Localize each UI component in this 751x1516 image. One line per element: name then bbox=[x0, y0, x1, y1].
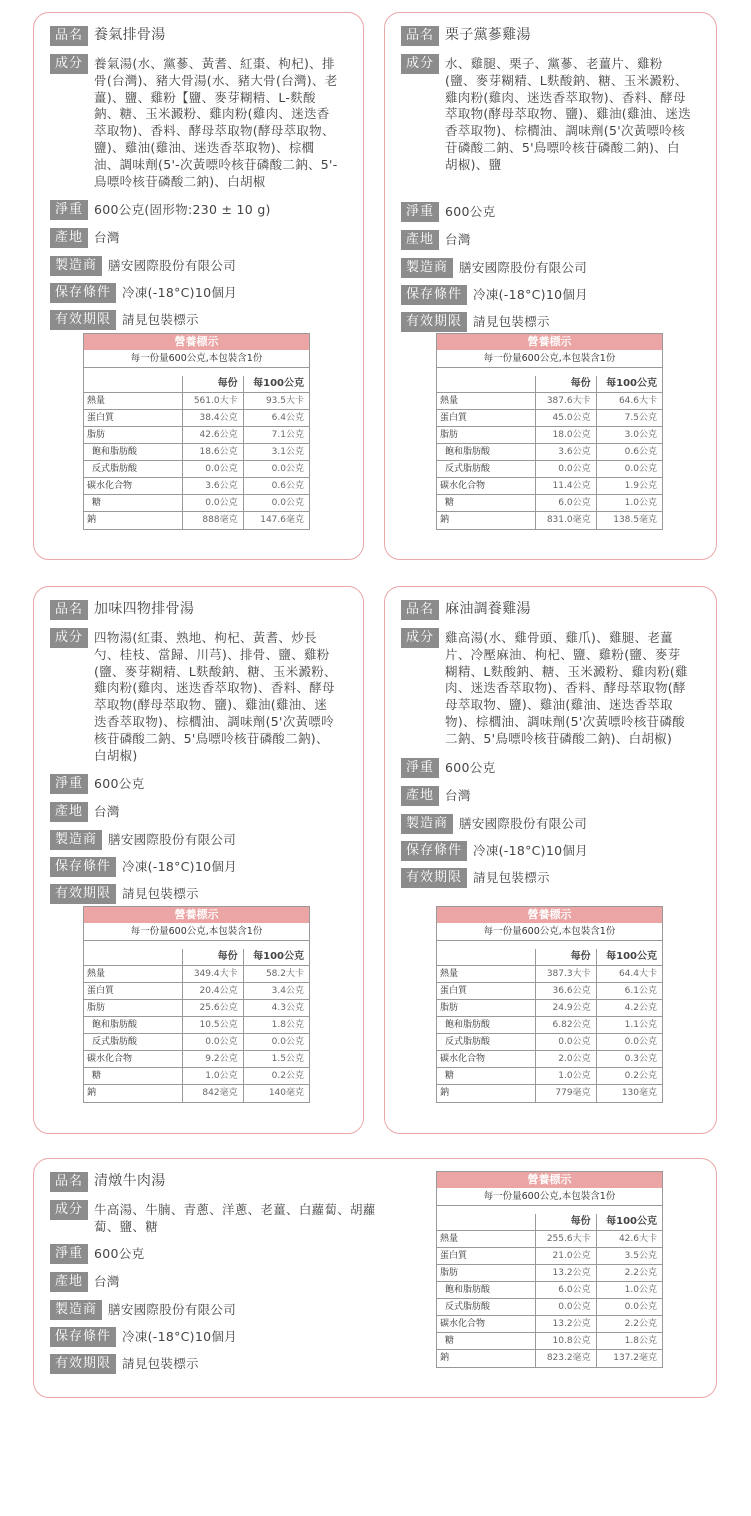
nutrition-header-per-100: 每100公克 bbox=[606, 1216, 657, 1227]
label-weight: 淨重 bbox=[50, 774, 88, 794]
label-ingredients: 成分 bbox=[50, 54, 88, 74]
nutrition-per-100: 64.4大卡 bbox=[618, 969, 657, 979]
nutrition-per-serving: 255.6大卡 bbox=[536, 1231, 596, 1247]
product-maker: 膳安國際股份有限公司 bbox=[108, 258, 237, 274]
label-storage: 保存條件 bbox=[50, 1327, 116, 1347]
product-origin: 台灣 bbox=[94, 230, 120, 246]
nutrition-header-per-serving: 每份 bbox=[536, 949, 596, 965]
nutrition-header-blank bbox=[84, 376, 183, 392]
nutrition-per-100: 4.3公克 bbox=[271, 1003, 304, 1013]
nutrition-nutrient: 反式脂肪酸 bbox=[437, 1034, 536, 1050]
nutrition-row bbox=[437, 1265, 662, 1282]
nutrition-row bbox=[437, 1051, 662, 1068]
nutrition-per-serving: 13.2公克 bbox=[536, 1265, 596, 1281]
nutrition-per-serving: 18.6公克 bbox=[183, 444, 243, 460]
label-ingredients: 成分 bbox=[50, 1200, 88, 1220]
nutrition-row bbox=[84, 1051, 309, 1068]
nutrition-per-100: 0.0公克 bbox=[624, 1037, 657, 1047]
nutrition-header-blank bbox=[437, 949, 536, 965]
nutrition-per-100: 0.0公克 bbox=[271, 464, 304, 474]
nutrition-per-serving: 349.4大卡 bbox=[183, 966, 243, 982]
nutrition-header-per-serving: 每份 bbox=[183, 949, 243, 965]
nutrition-row bbox=[437, 393, 662, 410]
nutrition-table bbox=[83, 906, 310, 1103]
nutrition-nutrient: 反式脂肪酸 bbox=[437, 461, 536, 477]
nutrition-title: 營養標示 bbox=[437, 334, 662, 350]
label-name: 品名 bbox=[50, 600, 88, 620]
label-ingredients: 成分 bbox=[401, 54, 439, 74]
nutrition-header-row bbox=[84, 376, 309, 393]
nutrition-nutrient: 飽和脂肪酸 bbox=[437, 1017, 536, 1033]
nutrition-row bbox=[84, 983, 309, 1000]
nutrition-per-100: 0.0公克 bbox=[271, 1037, 304, 1047]
nutrition-row bbox=[84, 1034, 309, 1051]
nutrition-per-100: 1.8公克 bbox=[624, 1336, 657, 1346]
nutrition-row bbox=[437, 1000, 662, 1017]
nutrition-nutrient: 蛋白質 bbox=[437, 1248, 536, 1264]
nutrition-per-serving: 1.0公克 bbox=[536, 1068, 596, 1084]
nutrition-per-serving: 0.0公克 bbox=[536, 1299, 596, 1315]
nutrition-per-serving: 45.0公克 bbox=[536, 410, 596, 426]
nutrition-per-serving: 387.6大卡 bbox=[536, 393, 596, 409]
nutrition-nutrient: 鈉 bbox=[84, 1085, 183, 1102]
nutrition-per-serving: 20.4公克 bbox=[183, 983, 243, 999]
label-expiry: 有效期限 bbox=[50, 310, 116, 330]
nutrition-header-per-serving: 每份 bbox=[536, 1214, 596, 1230]
nutrition-nutrient: 碳水化合物 bbox=[84, 478, 183, 494]
nutrition-nutrient: 熱量 bbox=[437, 966, 536, 982]
nutrition-per-100: 2.2公克 bbox=[624, 1268, 657, 1278]
label-storage: 保存條件 bbox=[401, 285, 467, 305]
nutrition-nutrient: 糖 bbox=[437, 1333, 536, 1349]
nutrition-row bbox=[84, 966, 309, 983]
nutrition-per-100: 1.0公克 bbox=[624, 498, 657, 508]
nutrition-row bbox=[84, 1068, 309, 1085]
label-expiry: 有效期限 bbox=[401, 868, 467, 888]
nutrition-row bbox=[437, 1068, 662, 1085]
nutrition-per-100: 0.6公克 bbox=[624, 447, 657, 457]
product-ingredients: 四物湯(紅棗、熟地、枸杞、黃耆、炒長勺、桂枝、當歸、川芎)、排骨、鹽、雞粉(鹽、麥芽糊精、L麩酸鈉、糖、玉米澱粉、雞肉粉(雞肉、迷迭香萃取物)、香料、酵母萃取物(酵母萃取物、鹽)、雞油(雞油、迷迭香萃取物)、棕櫚油、調味劑(5'次黃嘌呤核苷磷酸二鈉、5'鳥嘌呤核苷磷酸二鈉)、白胡椒) bbox=[94, 630, 337, 763]
nutrition-row bbox=[437, 1248, 662, 1265]
product-origin: 台灣 bbox=[94, 804, 120, 820]
nutrition-row bbox=[84, 478, 309, 495]
nutrition-per-100: 0.3公克 bbox=[624, 1054, 657, 1064]
nutrition-per-100: 0.0公克 bbox=[624, 1302, 657, 1312]
nutrition-nutrient: 飽和脂肪酸 bbox=[84, 1017, 183, 1033]
nutrition-per-100: 1.5公克 bbox=[271, 1054, 304, 1064]
product-name: 清燉牛肉湯 bbox=[94, 1173, 166, 1189]
product-fields bbox=[50, 600, 350, 904]
label-weight: 淨重 bbox=[50, 200, 88, 220]
nutrition-per-serving: 6.0公克 bbox=[536, 495, 596, 511]
nutrition-per-serving: 18.0公克 bbox=[536, 427, 596, 443]
nutrition-table bbox=[436, 1171, 663, 1368]
nutrition-table bbox=[83, 333, 310, 530]
label-maker: 製造商 bbox=[50, 256, 102, 276]
product-maker: 膳安國際股份有限公司 bbox=[459, 815, 588, 831]
product-weight: 600公克 bbox=[445, 203, 496, 219]
nutrition-per-100: 7.1公克 bbox=[271, 430, 304, 440]
nutrition-per-100: 3.0公克 bbox=[624, 430, 657, 440]
label-expiry: 有效期限 bbox=[50, 1354, 116, 1374]
nutrition-row bbox=[84, 1000, 309, 1017]
nutrition-per-serving: 831.0毫克 bbox=[536, 512, 596, 529]
nutrition-header-per-serving: 每份 bbox=[536, 376, 596, 392]
nutrition-per-serving: 38.4公克 bbox=[183, 410, 243, 426]
nutrition-row bbox=[84, 427, 309, 444]
nutrition-row bbox=[437, 1350, 662, 1367]
nutrition-per-serving: 42.6公克 bbox=[183, 427, 243, 443]
product-maker: 膳安國際股份有限公司 bbox=[108, 832, 237, 848]
nutrition-serving: 每一份量600公克,本包裝含1份 bbox=[437, 1188, 662, 1206]
label-weight: 淨重 bbox=[50, 1244, 88, 1264]
product-expiry: 請見包裝標示 bbox=[122, 312, 199, 328]
nutrition-header-blank bbox=[437, 1214, 536, 1230]
product-storage: 冷凍(-18°C)10個月 bbox=[473, 286, 588, 302]
label-storage: 保存條件 bbox=[50, 857, 116, 877]
nutrition-nutrient: 碳水化合物 bbox=[437, 1051, 536, 1067]
nutrition-per-100: 3.1公克 bbox=[271, 447, 304, 457]
nutrition-nutrient: 蛋白質 bbox=[84, 410, 183, 426]
nutrition-nutrient: 脂肪 bbox=[84, 427, 183, 443]
product-expiry: 請見包裝標示 bbox=[122, 886, 199, 902]
nutrition-table bbox=[436, 906, 663, 1103]
nutrition-row bbox=[437, 1316, 662, 1333]
nutrition-nutrient: 飽和脂肪酸 bbox=[84, 444, 183, 460]
nutrition-nutrient: 碳水化合物 bbox=[84, 1051, 183, 1067]
nutrition-per-100: 147.6毫克 bbox=[260, 515, 304, 525]
nutrition-per-100: 58.2大卡 bbox=[265, 969, 304, 979]
nutrition-nutrient: 熱量 bbox=[437, 393, 536, 409]
label-maker: 製造商 bbox=[401, 258, 453, 278]
label-maker: 製造商 bbox=[50, 830, 102, 850]
nutrition-nutrient: 碳水化合物 bbox=[437, 478, 536, 494]
nutrition-nutrient: 飽和脂肪酸 bbox=[437, 444, 536, 460]
nutrition-per-100: 0.6公克 bbox=[271, 481, 304, 491]
nutrition-per-serving: 1.0公克 bbox=[183, 1068, 243, 1084]
nutrition-serving: 每一份量600公克,本包裝含1份 bbox=[437, 350, 662, 368]
nutrition-per-100: 93.5大卡 bbox=[265, 396, 304, 406]
product-name: 養氣排骨湯 bbox=[94, 27, 166, 43]
nutrition-nutrient: 蛋白質 bbox=[437, 410, 536, 426]
nutrition-nutrient: 鈉 bbox=[84, 512, 183, 529]
nutrition-row bbox=[437, 1282, 662, 1299]
nutrition-nutrient: 熱量 bbox=[84, 966, 183, 982]
nutrition-spacer bbox=[84, 941, 309, 949]
nutrition-nutrient: 鈉 bbox=[437, 1350, 536, 1367]
product-origin: 台灣 bbox=[445, 231, 471, 247]
nutrition-per-100: 130毫克 bbox=[621, 1088, 657, 1098]
product-weight: 600公克(固形物:230 ± 10 g) bbox=[94, 202, 271, 218]
nutrition-per-serving: 3.6公克 bbox=[536, 444, 596, 460]
nutrition-per-100: 138.5毫克 bbox=[613, 515, 657, 525]
nutrition-row bbox=[84, 444, 309, 461]
nutrition-nutrient: 蛋白質 bbox=[84, 983, 183, 999]
product-card-1 bbox=[33, 12, 364, 560]
product-maker: 膳安國際股份有限公司 bbox=[459, 259, 588, 275]
nutrition-serving: 每一份量600公克,本包裝含1份 bbox=[84, 923, 309, 941]
product-card-5 bbox=[33, 1158, 717, 1398]
nutrition-spacer bbox=[437, 941, 662, 949]
product-storage: 冷凍(-18°C)10個月 bbox=[473, 842, 588, 858]
label-origin: 產地 bbox=[50, 1272, 88, 1292]
nutrition-per-serving: 0.0公克 bbox=[536, 461, 596, 477]
nutrition-row bbox=[437, 410, 662, 427]
nutrition-nutrient: 反式脂肪酸 bbox=[84, 1034, 183, 1050]
nutrition-per-serving: 888毫克 bbox=[183, 512, 243, 529]
product-weight: 600公克 bbox=[94, 776, 145, 792]
product-fields bbox=[50, 26, 350, 330]
nutrition-row bbox=[437, 478, 662, 495]
nutrition-per-serving: 561.0大卡 bbox=[183, 393, 243, 409]
label-maker: 製造商 bbox=[401, 814, 453, 834]
nutrition-per-100: 6.4公克 bbox=[271, 413, 304, 423]
nutrition-row bbox=[437, 427, 662, 444]
nutrition-row bbox=[437, 461, 662, 478]
nutrition-per-100: 42.6大卡 bbox=[618, 1234, 657, 1244]
label-name: 品名 bbox=[50, 1172, 88, 1192]
nutrition-row bbox=[437, 1017, 662, 1034]
nutrition-row bbox=[84, 1085, 309, 1102]
label-weight: 淨重 bbox=[401, 202, 439, 222]
label-name: 品名 bbox=[401, 600, 439, 620]
nutrition-per-100: 2.2公克 bbox=[624, 1319, 657, 1329]
nutrition-per-100: 140毫克 bbox=[268, 1088, 304, 1098]
nutrition-nutrient: 反式脂肪酸 bbox=[84, 461, 183, 477]
nutrition-per-serving: 0.0公克 bbox=[183, 1034, 243, 1050]
nutrition-title: 營養標示 bbox=[84, 907, 309, 923]
nutrition-per-100: 0.2公克 bbox=[624, 1071, 657, 1081]
product-weight: 600公克 bbox=[445, 759, 496, 775]
label-storage: 保存條件 bbox=[50, 283, 116, 303]
nutrition-row bbox=[84, 393, 309, 410]
label-origin: 產地 bbox=[50, 228, 88, 248]
nutrition-per-serving: 0.0公克 bbox=[183, 495, 243, 511]
nutrition-row bbox=[437, 495, 662, 512]
product-maker: 膳安國際股份有限公司 bbox=[108, 1301, 237, 1317]
nutrition-nutrient: 脂肪 bbox=[437, 1265, 536, 1281]
product-name: 麻油調養雞湯 bbox=[445, 601, 531, 617]
nutrition-per-serving: 10.5公克 bbox=[183, 1017, 243, 1033]
product-origin: 台灣 bbox=[445, 787, 471, 803]
product-fields bbox=[50, 1172, 410, 1374]
nutrition-per-serving: 36.6公克 bbox=[536, 983, 596, 999]
nutrition-per-100: 1.0公克 bbox=[624, 1285, 657, 1295]
nutrition-row bbox=[84, 1017, 309, 1034]
nutrition-nutrient: 糖 bbox=[437, 1068, 536, 1084]
nutrition-nutrient: 脂肪 bbox=[84, 1000, 183, 1016]
nutrition-per-serving: 13.2公克 bbox=[536, 1316, 596, 1332]
product-storage: 冷凍(-18°C)10個月 bbox=[122, 1328, 237, 1344]
nutrition-per-serving: 6.0公克 bbox=[536, 1282, 596, 1298]
nutrition-title: 營養標示 bbox=[437, 1172, 662, 1188]
label-origin: 產地 bbox=[401, 230, 439, 250]
nutrition-row bbox=[84, 410, 309, 427]
nutrition-header-per-100: 每100公克 bbox=[253, 951, 304, 962]
nutrition-nutrient: 反式脂肪酸 bbox=[437, 1299, 536, 1315]
nutrition-per-100: 64.6大卡 bbox=[618, 396, 657, 406]
nutrition-per-serving: 842毫克 bbox=[183, 1085, 243, 1102]
nutrition-row bbox=[437, 1085, 662, 1102]
nutrition-header-per-100: 每100公克 bbox=[606, 951, 657, 962]
nutrition-nutrient: 鈉 bbox=[437, 512, 536, 529]
nutrition-nutrient: 蛋白質 bbox=[437, 983, 536, 999]
label-maker: 製造商 bbox=[50, 1300, 102, 1320]
product-name: 加味四物排骨湯 bbox=[94, 601, 195, 617]
nutrition-nutrient: 熱量 bbox=[437, 1231, 536, 1247]
nutrition-per-100: 3.4公克 bbox=[271, 986, 304, 996]
nutrition-row bbox=[437, 966, 662, 983]
nutrition-per-serving: 21.0公克 bbox=[536, 1248, 596, 1264]
product-ingredients: 養氣湯(水、黨蔘、黃耆、紅棗、枸杞)、排骨(台灣)、豬大骨湯(水、豬大骨(台灣)、老薑)、鹽、雞粉【鹽、麥芽糊精、L-麩酸鈉、糖、玉米澱粉、雞肉粉(雞肉、迷迭香萃取物)、香料、酵母萃取物(酵母萃取物、鹽)、雞油(雞油、迷迭香萃取物)、棕櫚油、調味劑(5'-次黃嘌呤核苷磷酸二鈉、5'-鳥嘌呤核苷磷酸二鈉)、白胡椒 bbox=[94, 56, 338, 189]
nutrition-serving: 每一份量600公克,本包裝含1份 bbox=[84, 350, 309, 368]
nutrition-per-serving: 823.2毫克 bbox=[536, 1350, 596, 1367]
label-expiry: 有效期限 bbox=[50, 884, 116, 904]
nutrition-per-100: 1.8公克 bbox=[271, 1020, 304, 1030]
nutrition-header-row bbox=[437, 376, 662, 393]
nutrition-header-row bbox=[437, 1214, 662, 1231]
nutrition-spacer bbox=[437, 1206, 662, 1214]
nutrition-per-100: 0.2公克 bbox=[271, 1071, 304, 1081]
nutrition-nutrient: 糖 bbox=[84, 1068, 183, 1084]
product-expiry: 請見包裝標示 bbox=[473, 869, 550, 885]
nutrition-per-100: 3.5公克 bbox=[624, 1251, 657, 1261]
nutrition-per-100: 137.2毫克 bbox=[613, 1353, 657, 1363]
nutrition-header-blank bbox=[84, 949, 183, 965]
nutrition-row bbox=[84, 495, 309, 512]
nutrition-per-serving: 2.0公克 bbox=[536, 1051, 596, 1067]
nutrition-nutrient: 熱量 bbox=[84, 393, 183, 409]
nutrition-row bbox=[437, 512, 662, 529]
nutrition-per-serving: 3.6公克 bbox=[183, 478, 243, 494]
nutrition-per-100: 1.9公克 bbox=[624, 481, 657, 491]
product-ingredients: 水、雞腿、栗子、黨蔘、老薑片、雞粉(鹽、麥芽糊精、L麩酸鈉、糖、玉米澱粉、雞肉粉(雞肉、迷迭香萃取物)、香料、酵母萃取物(酵母萃取物、鹽)、雞油(雞油、迷迭香萃取物)、棕櫚油、調味劑(5'次黃嘌呤核苷磷酸二鈉、5'鳥嘌呤核苷磷酸二鈉)、白胡椒)、鹽 bbox=[445, 56, 691, 172]
nutrition-nutrient: 糖 bbox=[437, 495, 536, 511]
label-ingredients: 成分 bbox=[401, 628, 439, 648]
nutrition-row bbox=[437, 983, 662, 1000]
product-storage: 冷凍(-18°C)10個月 bbox=[122, 285, 237, 301]
nutrition-header-per-100: 每100公克 bbox=[606, 378, 657, 389]
product-expiry: 請見包裝標示 bbox=[473, 313, 550, 329]
label-origin: 產地 bbox=[50, 802, 88, 822]
nutrition-per-100: 0.0公克 bbox=[624, 464, 657, 474]
nutrition-spacer bbox=[84, 368, 309, 376]
label-weight: 淨重 bbox=[401, 758, 439, 778]
nutrition-row bbox=[437, 1231, 662, 1248]
nutrition-per-100: 0.0公克 bbox=[271, 498, 304, 508]
nutrition-per-serving: 10.8公克 bbox=[536, 1333, 596, 1349]
product-expiry: 請見包裝標示 bbox=[122, 1355, 199, 1371]
nutrition-nutrient: 脂肪 bbox=[437, 1000, 536, 1016]
nutrition-per-serving: 24.9公克 bbox=[536, 1000, 596, 1016]
product-name: 栗子黨蔘雞湯 bbox=[445, 27, 531, 43]
product-card-4 bbox=[384, 586, 717, 1134]
product-fields bbox=[401, 26, 706, 332]
label-storage: 保存條件 bbox=[401, 841, 467, 861]
nutrition-per-serving: 6.82公克 bbox=[536, 1017, 596, 1033]
nutrition-nutrient: 碳水化合物 bbox=[437, 1316, 536, 1332]
nutrition-row bbox=[437, 1333, 662, 1350]
nutrition-serving: 每一份量600公克,本包裝含1份 bbox=[437, 923, 662, 941]
nutrition-row bbox=[437, 1299, 662, 1316]
nutrition-per-100: 7.5公克 bbox=[624, 413, 657, 423]
nutrition-per-serving: 0.0公克 bbox=[183, 461, 243, 477]
product-storage: 冷凍(-18°C)10個月 bbox=[122, 859, 237, 875]
label-expiry: 有效期限 bbox=[401, 312, 467, 332]
nutrition-row bbox=[84, 461, 309, 478]
nutrition-row bbox=[437, 444, 662, 461]
nutrition-header-blank bbox=[437, 376, 536, 392]
nutrition-per-100: 4.2公克 bbox=[624, 1003, 657, 1013]
nutrition-per-100: 1.1公克 bbox=[624, 1020, 657, 1030]
product-card-2 bbox=[384, 12, 717, 560]
label-name: 品名 bbox=[401, 26, 439, 46]
nutrition-title: 營養標示 bbox=[84, 334, 309, 350]
nutrition-per-serving: 0.0公克 bbox=[536, 1034, 596, 1050]
label-name: 品名 bbox=[50, 26, 88, 46]
nutrition-header-per-100: 每100公克 bbox=[253, 378, 304, 389]
nutrition-per-serving: 11.4公克 bbox=[536, 478, 596, 494]
nutrition-nutrient: 飽和脂肪酸 bbox=[437, 1282, 536, 1298]
product-origin: 台灣 bbox=[94, 1273, 120, 1289]
nutrition-spacer bbox=[437, 368, 662, 376]
nutrition-header-row bbox=[437, 949, 662, 966]
product-ingredients: 牛高湯、牛腩、青蔥、洋蔥、老薑、白蘿蔔、胡蘿蔔、鹽、糖 bbox=[94, 1202, 376, 1234]
nutrition-per-serving: 9.2公克 bbox=[183, 1051, 243, 1067]
nutrition-header-per-serving: 每份 bbox=[183, 376, 243, 392]
nutrition-table bbox=[436, 333, 663, 530]
product-weight: 600公克 bbox=[94, 1245, 145, 1261]
product-card-3 bbox=[33, 586, 364, 1134]
product-fields bbox=[401, 600, 706, 888]
nutrition-title: 營養標示 bbox=[437, 907, 662, 923]
nutrition-per-100: 6.1公克 bbox=[624, 986, 657, 996]
nutrition-per-serving: 25.6公克 bbox=[183, 1000, 243, 1016]
nutrition-per-serving: 779毫克 bbox=[536, 1085, 596, 1102]
nutrition-nutrient: 鈉 bbox=[437, 1085, 536, 1102]
label-origin: 產地 bbox=[401, 786, 439, 806]
nutrition-nutrient: 脂肪 bbox=[437, 427, 536, 443]
product-ingredients: 雞高湯(水、雞骨頭、雞爪)、雞腿、老薑片、冷壓麻油、枸杞、鹽、雞粉(鹽、麥芽糊精、L麩酸鈉、糖、玉米澱粉、雞肉粉(雞肉、迷迭香萃取物)、香料、酵母萃取物(酵母萃取物、鹽)、雞油(雞油、迷迭香萃取物)、棕櫚油、調味劑(5'次黃嘌呤核苷磷酸二鈉、5'鳥嘌呤核苷磷酸二鈉)、白胡椒) bbox=[445, 630, 688, 746]
nutrition-nutrient: 糖 bbox=[84, 495, 183, 511]
nutrition-header-row bbox=[84, 949, 309, 966]
nutrition-per-serving: 387.3大卡 bbox=[536, 966, 596, 982]
label-ingredients: 成分 bbox=[50, 628, 88, 648]
nutrition-row bbox=[437, 1034, 662, 1051]
nutrition-row bbox=[84, 512, 309, 529]
